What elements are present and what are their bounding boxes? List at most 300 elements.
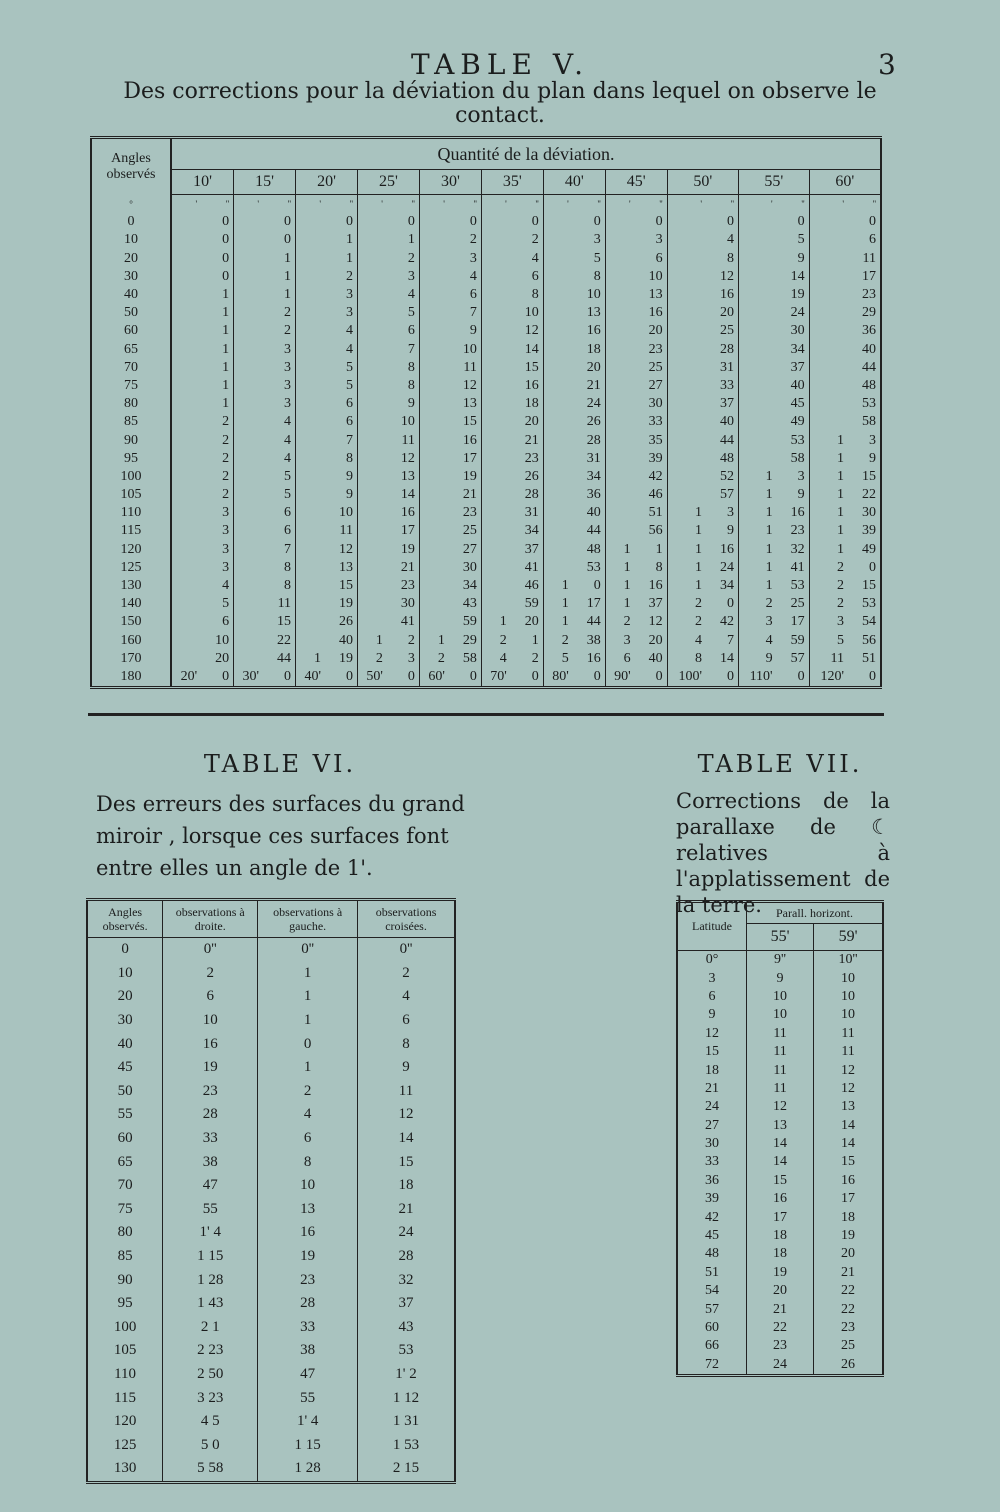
seconds-cell: 0 [407, 668, 415, 684]
minutes-cell [667, 250, 710, 268]
seconds-cell: 56 [648, 523, 663, 539]
seconds-cell: 40 [790, 377, 805, 393]
table-row [677, 1061, 883, 1079]
minutes-cell [481, 304, 514, 322]
seconds-cell: 2 [284, 323, 292, 339]
minutes-cell: 2 [605, 613, 638, 631]
table-row [87, 1245, 455, 1269]
table-row [677, 1025, 883, 1043]
angle-cell: 105 [91, 486, 171, 504]
seconds-cell: 3 [345, 287, 353, 303]
table5-grid [90, 136, 882, 689]
minutes-cell [357, 450, 390, 468]
minutes-cell [234, 468, 267, 486]
angle-cell: 150 [91, 613, 171, 631]
minutes-cell [809, 359, 852, 377]
angle-cell: 125 [91, 559, 171, 577]
deviation-header: Quantité de la déviation. [171, 138, 881, 170]
minutes-cell [234, 377, 267, 395]
minutes-cell [481, 486, 514, 504]
seconds-cell: 4 [531, 250, 539, 266]
minutes-cell [738, 250, 780, 268]
table6-cell: 1 53 [358, 1433, 455, 1457]
seconds-cell: 30 [400, 596, 415, 612]
table6-cell: 80 [117, 1224, 133, 1241]
minute-unit: ' [234, 195, 267, 214]
table6-cell: 33 [163, 1127, 258, 1151]
minutes-cell [234, 304, 267, 322]
deviation-column-header: 15' [234, 170, 296, 195]
table-row [677, 1080, 883, 1098]
seconds-cell: 3 [407, 268, 415, 284]
seconds-cell: 3 [222, 523, 230, 539]
minutes-cell: 20' [171, 668, 205, 688]
parallax-55-cell: 22 [773, 1320, 788, 1335]
deviation-column-header: 60' [809, 170, 881, 195]
minutes-cell: 8 [667, 650, 710, 668]
page-number: 3 [878, 48, 896, 81]
minutes-cell [296, 359, 329, 377]
minutes-cell: 2 [809, 595, 852, 613]
minutes-cell [419, 486, 452, 504]
seconds-cell: 25 [462, 523, 477, 539]
table6-cell: 2 50 [163, 1363, 258, 1387]
seconds-cell: 4 [345, 341, 353, 357]
seconds-cell: 0 [593, 668, 601, 684]
minutes-cell [357, 613, 390, 631]
minutes-cell [605, 231, 638, 249]
seconds-cell: 16 [719, 541, 734, 557]
parallax-59-cell: 13 [814, 1098, 883, 1116]
table-row [91, 613, 881, 631]
seconds-cell: 3 [469, 250, 477, 266]
table-row [677, 1300, 883, 1318]
seconds-cell: 8 [407, 359, 415, 375]
seconds-cell: 1 [222, 396, 230, 412]
table6-cell: 1 31 [358, 1410, 455, 1434]
minutes-cell [481, 595, 514, 613]
minutes-cell [296, 322, 329, 340]
minutes-cell [543, 341, 576, 359]
seconds-cell: 4 [284, 432, 292, 448]
seconds-cell: 4 [345, 323, 353, 339]
latitude-cell: 30 [677, 1135, 747, 1153]
seconds-cell: 3 [345, 305, 353, 321]
minutes-cell: 1 [543, 595, 576, 613]
table6-cell: 2 1 [163, 1316, 258, 1340]
minutes-cell: 2 [667, 613, 710, 631]
minutes-cell: 80' [543, 668, 576, 688]
seconds-cell: 1 [222, 377, 230, 393]
seconds-cell: 17 [462, 450, 477, 466]
table6 [86, 898, 456, 1484]
seconds-cell: 30 [648, 396, 663, 412]
seconds-cell: 0 [531, 668, 539, 684]
angle-cell: 20 [91, 250, 171, 268]
seconds-cell: 0 [345, 668, 353, 684]
seconds-cell: 3 [869, 432, 876, 448]
table7-grid [676, 900, 884, 1377]
seconds-cell: 53 [790, 432, 805, 448]
table6-cell: 130 [113, 1460, 137, 1477]
minutes-cell [357, 541, 390, 559]
seconds-cell: 19 [338, 650, 353, 666]
minutes-cell [357, 304, 390, 322]
minutes-cell [738, 322, 780, 340]
minutes-cell [234, 450, 267, 468]
minutes-cell [171, 504, 205, 522]
table-row [91, 304, 881, 322]
seconds-cell: 32 [790, 541, 805, 557]
angle-cell: 160 [91, 632, 171, 650]
minutes-cell [481, 541, 514, 559]
minutes-cell: 1 [667, 522, 710, 540]
seconds-cell: 0 [469, 668, 477, 684]
seconds-cell: 21 [400, 559, 415, 575]
seconds-cell: 3 [222, 505, 230, 521]
parallax-column-header: 59' [814, 924, 883, 951]
minutes-cell [481, 359, 514, 377]
deviation-column-header: 55' [738, 170, 809, 195]
seconds-cell: 0 [345, 214, 353, 230]
table6-cell: 85 [117, 1248, 133, 1265]
minutes-cell [296, 431, 329, 449]
parallax-55-cell: 23 [773, 1338, 788, 1354]
minutes-cell [171, 231, 205, 249]
minutes-cell [605, 250, 638, 268]
table6-cell: 105 [113, 1342, 137, 1359]
table6-cell: 0'' [163, 938, 258, 962]
seconds-cell: 28 [586, 432, 601, 448]
parallax-55-cell: 16 [773, 1191, 788, 1207]
latitude-cell: 6 [677, 988, 747, 1006]
parallax-59-cell: 12 [814, 1080, 883, 1098]
seconds-cell: 37 [524, 541, 539, 557]
latitude-cell: 36 [677, 1172, 747, 1190]
unit-row [91, 195, 881, 214]
table6-cell: 37 [358, 1292, 455, 1316]
seconds-cell: 2 [222, 414, 230, 430]
table6-cell: 10 [163, 1009, 258, 1033]
minutes-cell [809, 250, 852, 268]
table6-cell: 1 [258, 985, 358, 1009]
minutes-cell [605, 522, 638, 540]
seconds-cell: 39 [648, 450, 663, 466]
minutes-cell [543, 504, 576, 522]
parallax-59-cell: 14 [814, 1117, 883, 1135]
minutes-cell [809, 231, 852, 249]
table-row [91, 395, 881, 413]
angle-cell: 140 [91, 595, 171, 613]
seconds-cell: 16 [648, 578, 663, 594]
minutes-cell [234, 504, 267, 522]
table6-cell: 1 43 [163, 1292, 258, 1316]
latitude-cell: 18 [677, 1061, 747, 1079]
table6-cell: 28 [358, 1245, 455, 1269]
minutes-cell [481, 468, 514, 486]
minutes-cell: 1 [809, 468, 852, 486]
seconds-cell: 44 [719, 432, 734, 448]
seconds-cell: 33 [648, 414, 663, 430]
minutes-cell [171, 395, 205, 413]
angle-cell: 10 [91, 231, 171, 249]
seconds-cell: 23 [790, 523, 805, 539]
seconds-cell: 17 [790, 614, 805, 630]
seconds-cell: 12 [719, 268, 734, 284]
minutes-cell: 1 [667, 541, 710, 559]
minutes-cell [357, 595, 390, 613]
table-row [87, 962, 455, 986]
minutes-cell: 4 [481, 650, 514, 668]
minutes-cell [481, 322, 514, 340]
table6-title: TABLE VI. [203, 750, 357, 778]
seconds-cell: 6 [222, 614, 230, 630]
deviation-column-header: 35' [481, 170, 543, 195]
seconds-cell: 23 [400, 578, 415, 594]
table6-cell: 1 [258, 1056, 358, 1080]
minutes-cell [809, 395, 852, 413]
table6-cell: 28 [258, 1292, 358, 1316]
minutes-cell [171, 450, 205, 468]
table6-cell: 40 [117, 1035, 133, 1052]
seconds-cell: 37 [648, 596, 663, 612]
seconds-cell: 2 [222, 450, 230, 466]
minutes-cell [357, 431, 390, 449]
minute-unit: ' [419, 195, 452, 214]
seconds-cell: 1 [345, 232, 353, 248]
table-row [677, 1117, 883, 1135]
minutes-cell [296, 613, 329, 631]
seconds-cell: 34 [462, 578, 477, 594]
second-unit: '' [659, 199, 663, 210]
table6-cell: 18 [358, 1174, 455, 1198]
seconds-cell: 40 [586, 505, 601, 521]
seconds-cell: 0 [655, 214, 663, 230]
table-row [677, 1245, 883, 1263]
table-row [677, 1282, 883, 1300]
minutes-cell [357, 341, 390, 359]
table6-cell: 19 [258, 1245, 358, 1269]
seconds-cell: 43 [462, 596, 477, 612]
minutes-cell [481, 268, 514, 286]
table6-cell: 9 [358, 1056, 455, 1080]
seconds-cell: 42 [648, 468, 663, 484]
minutes-cell [419, 231, 452, 249]
seconds-cell: 54 [862, 614, 876, 630]
minutes-cell [738, 359, 780, 377]
table-row [91, 413, 881, 431]
seconds-cell: 3 [407, 650, 415, 666]
minutes-cell [357, 231, 390, 249]
seconds-cell: 15 [862, 468, 876, 484]
seconds-cell: 6 [531, 268, 539, 284]
seconds-cell: 17 [400, 523, 415, 539]
minutes-cell [234, 359, 267, 377]
seconds-cell: 7 [726, 632, 734, 648]
seconds-cell: 13 [586, 305, 601, 321]
minutes-cell: 1 [667, 559, 710, 577]
seconds-cell: 16 [586, 650, 601, 666]
seconds-cell: 2 [469, 232, 477, 248]
minutes-cell [543, 450, 576, 468]
table6-cell: 53 [358, 1339, 455, 1363]
table-row [87, 1433, 455, 1457]
minutes-cell [667, 322, 710, 340]
minutes-cell [481, 413, 514, 431]
table6-cell: 32 [358, 1268, 455, 1292]
minutes-cell: 2 [419, 650, 452, 668]
seconds-cell: 18 [524, 396, 539, 412]
minutes-cell [809, 322, 852, 340]
seconds-cell: 41 [400, 614, 415, 630]
angles-header: Angles observés [91, 138, 171, 195]
seconds-cell: 27 [648, 377, 663, 393]
seconds-cell: 8 [726, 250, 734, 266]
seconds-cell: 4 [284, 450, 292, 466]
minutes-cell [419, 522, 452, 540]
minutes-cell [605, 286, 638, 304]
table-row [87, 1386, 455, 1410]
minutes-cell [738, 341, 780, 359]
minutes-cell [171, 341, 205, 359]
table-row [91, 541, 881, 559]
minutes-cell [171, 595, 205, 613]
seconds-cell: 25 [648, 359, 663, 375]
table-row [91, 341, 881, 359]
table-row [87, 1316, 455, 1340]
minutes-cell: 1 [809, 541, 852, 559]
parallax-59-cell: 25 [814, 1337, 883, 1355]
table5-title: TABLE V. [410, 48, 590, 81]
table6-description: Des erreurs des surfaces du grand miroir , lorsque ces surfaces font entre elles un angle de 1'. [96, 792, 465, 880]
minutes-cell [171, 577, 205, 595]
latitude-cell: 27 [677, 1117, 747, 1135]
seconds-cell: 13 [400, 468, 415, 484]
minutes-cell [605, 395, 638, 413]
minutes-cell [419, 577, 452, 595]
minutes-cell [481, 450, 514, 468]
minutes-cell [809, 268, 852, 286]
minutes-cell [357, 213, 390, 231]
seconds-cell: 3 [284, 359, 292, 375]
seconds-cell: 9 [345, 487, 353, 503]
minutes-cell: 110' [738, 668, 780, 688]
minutes-cell [234, 250, 267, 268]
minutes-cell: 4 [738, 632, 780, 650]
minutes-cell [171, 413, 205, 431]
minutes-cell: 2 [667, 595, 710, 613]
minutes-cell: 4 [667, 632, 710, 650]
seconds-cell: 15 [462, 414, 477, 430]
minutes-cell [171, 322, 205, 340]
table-row [91, 250, 881, 268]
seconds-cell: 9 [345, 468, 353, 484]
table-row [87, 1457, 455, 1482]
table6-cell: 6 [163, 985, 258, 1009]
parallax-59-cell: 11 [814, 1043, 883, 1061]
seconds-cell: 37 [719, 396, 734, 412]
seconds-cell: 1 [284, 287, 292, 303]
parallax-55-cell: 10 [773, 988, 788, 1004]
minutes-cell [738, 377, 780, 395]
seconds-cell: 2 [531, 232, 539, 248]
seconds-cell: 8 [531, 287, 539, 303]
parallax-55-cell: 9'' [774, 952, 787, 968]
minutes-cell: 1 [543, 613, 576, 631]
seconds-cell: 9 [469, 323, 477, 339]
parallax-55-cell: 12 [773, 1099, 788, 1115]
seconds-cell: 46 [524, 578, 539, 594]
seconds-cell: 3 [726, 505, 734, 521]
seconds-cell: 5 [345, 377, 353, 393]
parallax-59-cell: 16 [814, 1172, 883, 1190]
parallax-55-cell: 18 [773, 1228, 788, 1244]
table6-cell: 38 [163, 1150, 258, 1174]
seconds-cell: 33 [719, 377, 734, 393]
seconds-cell: 8 [345, 450, 353, 466]
seconds-cell: 25 [790, 596, 805, 612]
minutes-cell [234, 650, 267, 668]
seconds-cell: 10 [215, 632, 230, 648]
seconds-cell: 2 [222, 487, 230, 503]
seconds-cell: 14 [400, 487, 415, 503]
table-row [91, 577, 881, 595]
seconds-cell: 38 [586, 632, 601, 648]
seconds-cell: 12 [524, 323, 539, 339]
minutes-cell [419, 504, 452, 522]
minutes-cell: 70' [481, 668, 514, 688]
table-row [677, 1337, 883, 1355]
table6-cell: 12 [358, 1103, 455, 1127]
minutes-cell [296, 632, 329, 650]
table-row [87, 1174, 455, 1198]
seconds-cell: 3 [655, 232, 663, 248]
parallax-59-cell: 10 [814, 1006, 883, 1024]
seconds-cell: 17 [586, 596, 601, 612]
seconds-cell: 31 [586, 450, 601, 466]
minutes-cell [667, 486, 710, 504]
minutes-cell [605, 304, 638, 322]
minutes-cell [296, 231, 329, 249]
seconds-cell: 49 [790, 414, 805, 430]
minutes-cell [419, 450, 452, 468]
seconds-cell: 11 [277, 596, 292, 612]
seconds-cell: 1 [655, 541, 663, 557]
table-row [91, 359, 881, 377]
seconds-cell: 59 [790, 632, 805, 648]
table6-column-header: observations à gauche. [258, 900, 358, 938]
minutes-cell [667, 468, 710, 486]
minutes-cell [667, 286, 710, 304]
seconds-cell: 26 [338, 614, 353, 630]
minutes-cell: 1 [357, 632, 390, 650]
latitude-cell: 72 [677, 1356, 747, 1376]
table-row [91, 213, 881, 231]
seconds-cell: 44 [586, 523, 601, 539]
minutes-cell [543, 541, 576, 559]
seconds-cell: 49 [862, 541, 876, 557]
table-row [91, 486, 881, 504]
seconds-cell: 27 [462, 541, 477, 557]
minutes-cell [481, 213, 514, 231]
seconds-cell: 3 [797, 468, 805, 484]
deviation-column-header: 40' [543, 170, 605, 195]
table6-cell: 2 15 [358, 1457, 455, 1482]
minutes-cell [809, 377, 852, 395]
minutes-cell [419, 395, 452, 413]
table6-cell: 33 [258, 1316, 358, 1340]
angle-cell: 110 [91, 504, 171, 522]
